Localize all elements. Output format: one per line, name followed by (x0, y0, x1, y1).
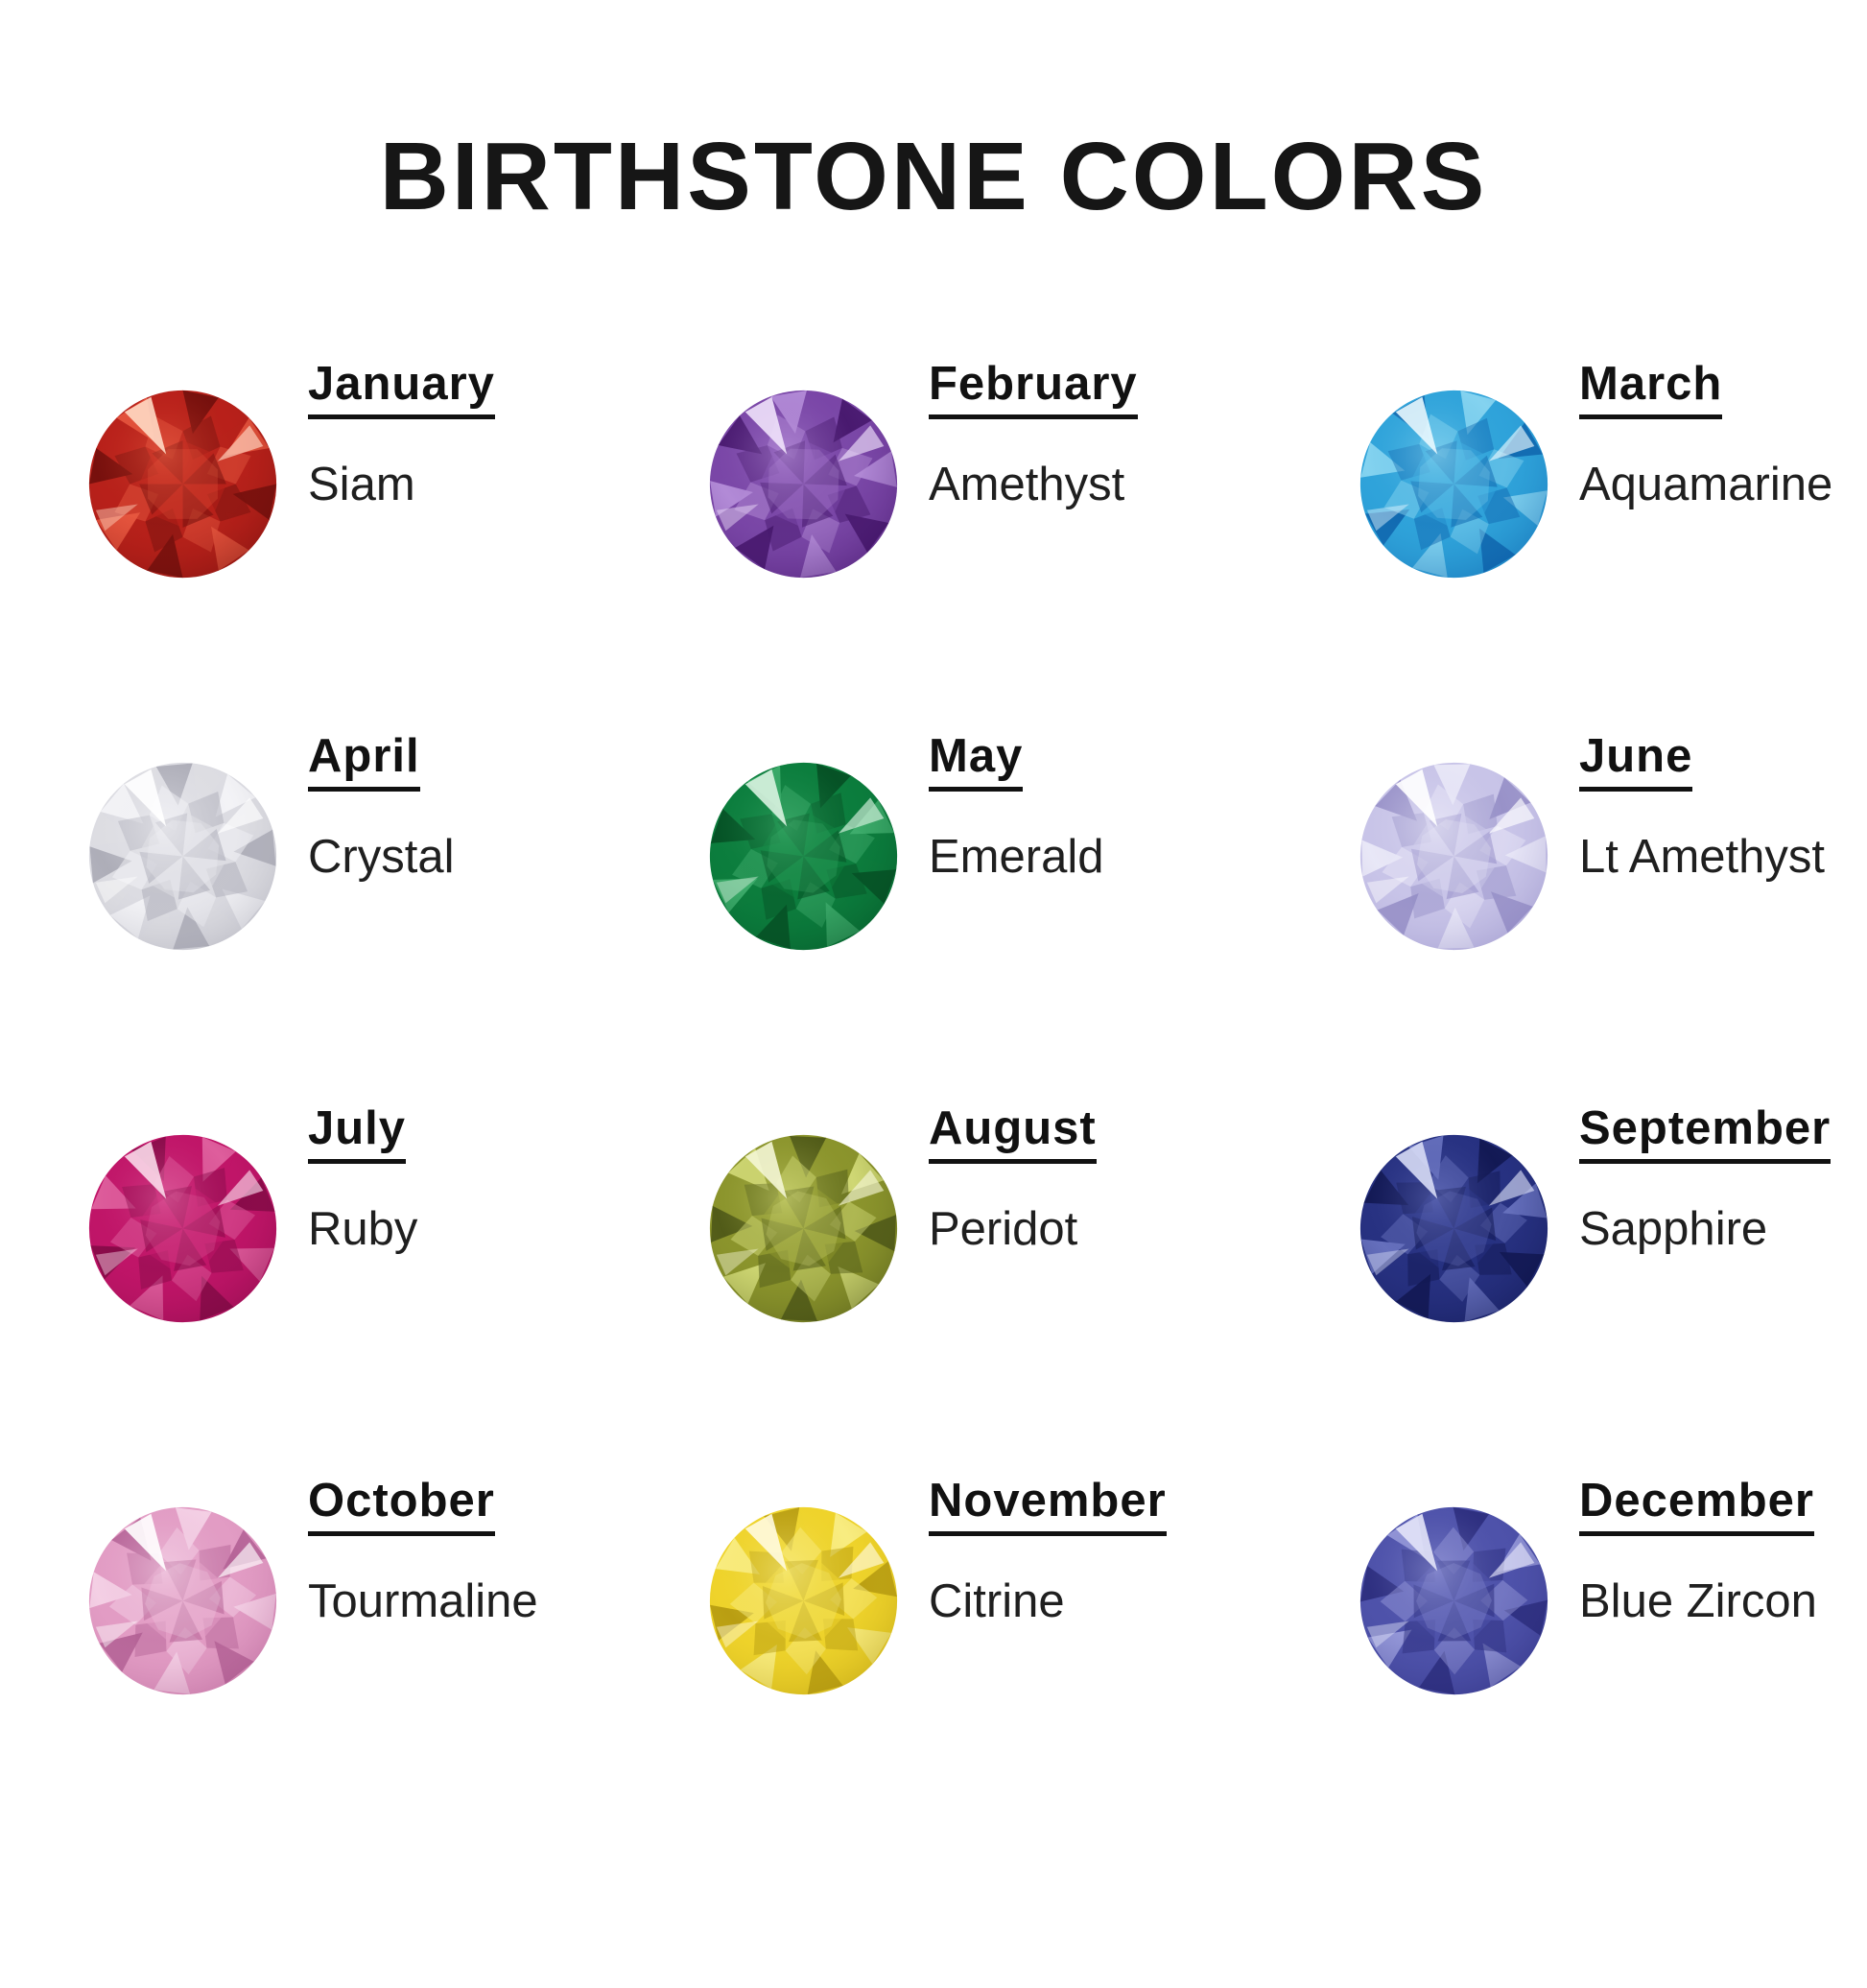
stone-label: Ruby (308, 1202, 418, 1255)
stone-label: Aquamarine (1579, 458, 1833, 510)
month-label: April (308, 730, 420, 792)
gem-july (84, 1130, 281, 1327)
cell-may (705, 713, 1356, 1085)
cell-june (1356, 713, 1867, 1085)
cell-november (705, 1457, 1356, 1830)
cell-january (84, 341, 705, 713)
cell-december (1356, 1457, 1867, 1830)
stone-label: Lt Amethyst (1579, 830, 1826, 883)
cell-april (84, 713, 705, 1085)
month-label: October (308, 1475, 495, 1536)
cell-september (1356, 1085, 1867, 1457)
stone-label: Peridot (929, 1202, 1078, 1255)
gem-august (705, 1130, 902, 1327)
stone-label: Emerald (929, 830, 1104, 883)
gem-february (705, 386, 902, 582)
gem-september (1356, 1130, 1552, 1327)
month-label: November (929, 1475, 1167, 1536)
stone-label: Tourmaline (308, 1574, 538, 1627)
gem-november (705, 1503, 902, 1699)
gem-january (84, 386, 281, 582)
month-label: December (1579, 1475, 1814, 1536)
cell-october (84, 1457, 705, 1830)
stone-label: Sapphire (1579, 1202, 1768, 1255)
gem-march (1356, 386, 1552, 582)
stone-label: Citrine (929, 1574, 1065, 1627)
month-label: August (929, 1102, 1097, 1164)
gem-april (84, 758, 281, 955)
month-label: February (929, 358, 1138, 419)
gem-december (1356, 1503, 1552, 1699)
month-label: June (1579, 730, 1692, 792)
cell-july (84, 1085, 705, 1457)
page-title: BIRTHSTONE COLORS (379, 123, 1488, 230)
month-label: July (308, 1102, 406, 1164)
stone-label: Crystal (308, 830, 455, 883)
gem-june (1356, 758, 1552, 955)
cell-february (705, 341, 1356, 713)
stone-label: Siam (308, 458, 415, 510)
month-label: March (1579, 358, 1722, 419)
gem-may (705, 758, 902, 955)
stone-label: Blue Zircon (1579, 1574, 1817, 1627)
month-label: September (1579, 1102, 1831, 1164)
gem-october (84, 1503, 281, 1699)
month-label: May (929, 730, 1023, 792)
cell-august (705, 1085, 1356, 1457)
stone-label: Amethyst (929, 458, 1125, 510)
birthstone-grid (0, 341, 1867, 1830)
month-label: January (308, 358, 495, 419)
cell-march (1356, 341, 1867, 713)
